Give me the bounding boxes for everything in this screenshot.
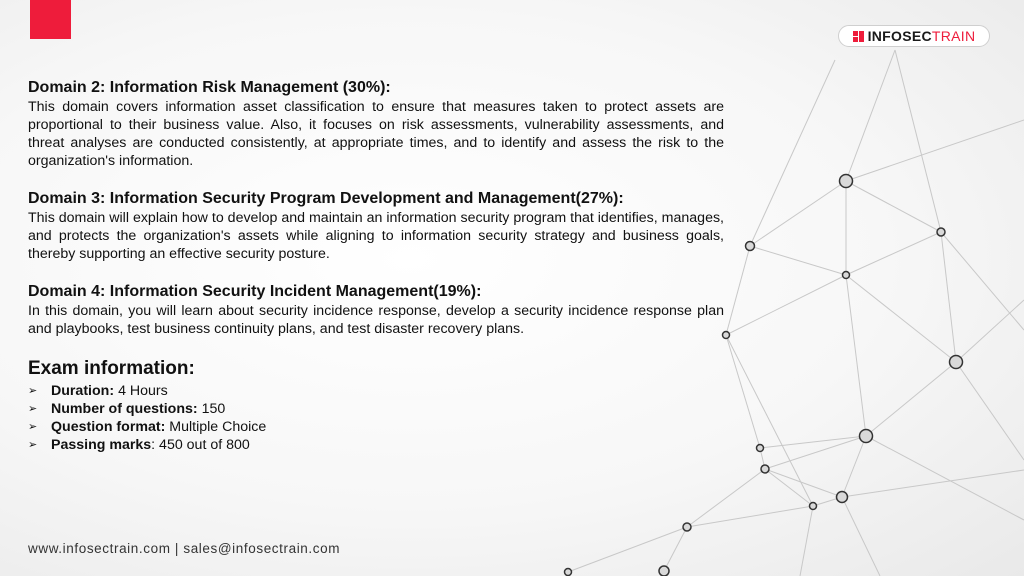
exam-item-format bbox=[28, 418, 724, 436]
exam-item-value: 150 bbox=[201, 401, 226, 417]
exam-item-passing bbox=[28, 436, 724, 454]
domain-3-body: This domain will explain how to develop and maintain an information security program that identifies, manages, and protects the organization's assets while aligning to information security strategy and business goals, thereby supporting an effective security posture. bbox=[28, 210, 724, 262]
domain-4-title: Domain 4: Information Security Incident Management(19%): bbox=[28, 283, 482, 300]
exam-item-value: Multiple Choice bbox=[169, 419, 267, 435]
domain-2-title: Domain 2: Information Risk Management (30%): bbox=[28, 79, 391, 96]
exam-item-value: 4 Hours bbox=[118, 383, 168, 399]
domain-4-body: In this domain, you will learn about security incidence response, develop a security incidence response plan and playbooks, test business continuity plans, and test disaster recovery plans. bbox=[28, 303, 724, 337]
exam-item-label: Passing marks bbox=[51, 437, 152, 453]
exam-info-list bbox=[28, 382, 724, 454]
domain-2-section bbox=[28, 78, 724, 170]
exam-item-value: : 450 out of 800 bbox=[151, 437, 250, 453]
exam-info-heading: Exam information: bbox=[28, 358, 195, 379]
arrow-bullet-icon: ➢ bbox=[28, 385, 38, 397]
domain-3-title: Domain 3: Information Security Program Development and Management(27%): bbox=[28, 190, 624, 207]
exam-item-duration bbox=[28, 382, 724, 400]
logo-text-infosec: INFOSEC bbox=[867, 28, 932, 44]
arrow-bullet-icon: ➢ bbox=[28, 421, 38, 433]
arrow-bullet-icon: ➢ bbox=[28, 439, 38, 451]
domain-2-body: This domain covers information asset classification to ensure that measures taken to protect assets are proportional to their business value. Also, it focuses on risk assessments, vulnerability assessments, and threat analyses are conducted consistently, at appropriate times, and to identify and assess the risk to the organization's information. bbox=[28, 99, 724, 169]
exam-info-section bbox=[28, 357, 724, 454]
exam-item-questions bbox=[28, 400, 724, 418]
infosectrain-logo bbox=[838, 25, 990, 47]
exam-item-label: Number of questions: bbox=[51, 401, 198, 417]
main-content bbox=[28, 78, 724, 454]
logo-mark-icon bbox=[853, 31, 864, 42]
logo-text-train: TRAIN bbox=[931, 28, 976, 44]
domain-4-section bbox=[28, 282, 724, 338]
footer-contact[interactable]: www.infosectrain.com | sales@infosectrain.com bbox=[28, 541, 341, 556]
exam-item-label: Duration: bbox=[51, 383, 115, 399]
arrow-bullet-icon: ➢ bbox=[28, 403, 38, 415]
domain-3-section bbox=[28, 189, 724, 263]
exam-item-label: Question format: bbox=[51, 419, 166, 435]
